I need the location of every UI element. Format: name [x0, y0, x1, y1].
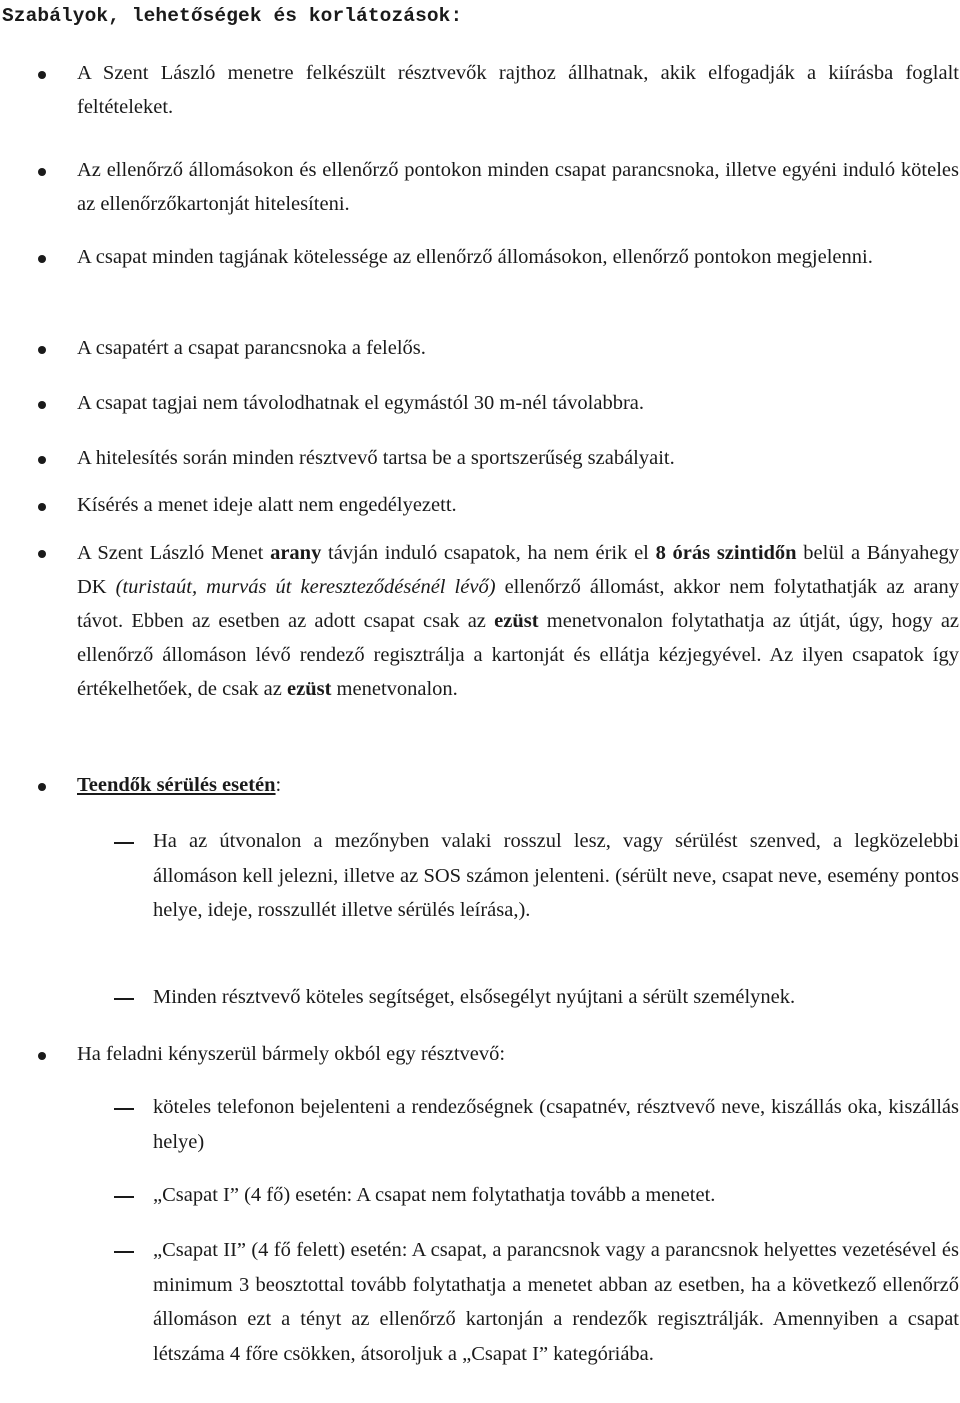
time-limit-label: 8 órás szintidőn	[655, 542, 797, 564]
rule-text: Az ellenőrző állomásokon és ellenőrző pontokon minden csapat parancsnoka, illetve egyéni induló köteles az ellenőrzőkartonját hitelesíteni.	[77, 159, 959, 215]
dash-icon	[114, 1251, 134, 1253]
gold-rule-part: ellenőrző állomást, akkor nem folytathatják az arany távot. Ebben az esetben az adott csapat csak az	[77, 576, 959, 632]
bullet-icon	[38, 71, 46, 79]
rule-text: A hitelesítés során minden résztvevő tartsa be a sportszerűség szabályait.	[77, 447, 675, 469]
bullet-icon	[38, 346, 46, 354]
rule-text: A csapat tagjai nem távolodhatnak el egymástól 30 m-nél távolabbra.	[77, 392, 644, 414]
rule-text: A csapat minden tagjának kötelessége az ellenőrző állomásokon, ellenőrző pontokon megjelenni.	[77, 246, 873, 268]
silver-route-label: ezüst	[287, 678, 332, 700]
bullet-icon	[38, 401, 46, 409]
injury-heading: Teendők sérülés esetén	[77, 774, 276, 796]
injury-item-text: Minden résztvevő köteles segítséget, elsősegélyt nyújtani a sérült személynek.	[153, 986, 796, 1008]
rule-text: Kísérés a menet ideje alatt nem engedélyezett.	[77, 494, 457, 516]
dash-icon	[114, 1196, 134, 1198]
section-heading	[77, 768, 959, 802]
dropout-item-text: köteles telefonon bejelenteni a rendezőségnek (csapatnév, résztvevő neve, kiszállás oka, kiszállás helye)	[153, 1096, 959, 1153]
bullet-icon	[38, 1052, 46, 1060]
gold-rule-part: belül a Bányahegy DK	[77, 542, 960, 598]
bullet-icon	[38, 550, 46, 558]
dropout-item-text: „Csapat II” (4 fő felett) esetén: A csapat, a parancsnok vagy a parancsnok helyettes vezetésével és minimum 3 beosztottal tovább folytathatja a menetet abban az esetben, ha a következő ellenőrző állomáson ezt a tényt az ellenőrző kartonján a rendezők regisztrálják. Amennyiben a csapat létszáma 4 főre csökken, átsoroljuk a „Csapat I” kategóriába.	[153, 1239, 959, 1365]
location-note: (turistaút, murvás út kereszteződésénél lévő)	[115, 576, 496, 598]
bullet-icon	[38, 255, 46, 263]
gold-rule-part: menetvonalon folytathatja az útját, úgy, hogy az ellenőrző állomáson lévő rendező regisztrálja a kartonját és ellátja kézjegyével. Az ilyen csapatok így értékelhetőek, de csak az	[77, 610, 960, 700]
gold-distance-label: arany	[270, 542, 322, 564]
dash-icon	[114, 1108, 134, 1110]
rule-text: A Szent László menetre felkészült résztvevők rajthoz állhatnak, akik elfogadják a kiírásba foglalt feltételeket.	[77, 62, 959, 118]
dash-icon	[114, 842, 134, 844]
injury-item-text: Ha az útvonalon a mezőnyben valaki rosszul lesz, vagy sérülést szenved, a legközelebbi állomáson kell jelezni, illetve az SOS számon jelenteni. (sérült neve, csapat neve, esemény pontos helye, ideje, rosszullét illetve sérülés leírása,).	[153, 830, 959, 921]
bullet-icon	[38, 456, 46, 464]
heading-colon: :	[275, 774, 282, 796]
gold-rule-part: távján induló csapatok, ha nem érik el	[321, 542, 656, 564]
gold-rule-text	[77, 536, 959, 706]
gold-rule-part: menetvonalon.	[331, 678, 458, 700]
rule-text: A csapatért a csapat parancsnoka a felelős.	[77, 337, 426, 359]
silver-route-label: ezüst	[494, 610, 539, 632]
bullet-icon	[38, 783, 46, 791]
dropout-item-text: „Csapat I” (4 fő) esetén: A csapat nem folytathatja tovább a menetet.	[153, 1184, 716, 1206]
page-title: Szabályok, lehetőségek és korlátozások:	[2, 5, 463, 27]
gold-rule-part: A Szent László Menet	[77, 542, 271, 564]
dash-icon	[114, 998, 134, 1000]
bullet-icon	[38, 168, 46, 176]
bullet-icon	[38, 503, 46, 511]
section-heading: Ha feladni kényszerül bármely okból egy résztvevő:	[77, 1043, 506, 1065]
